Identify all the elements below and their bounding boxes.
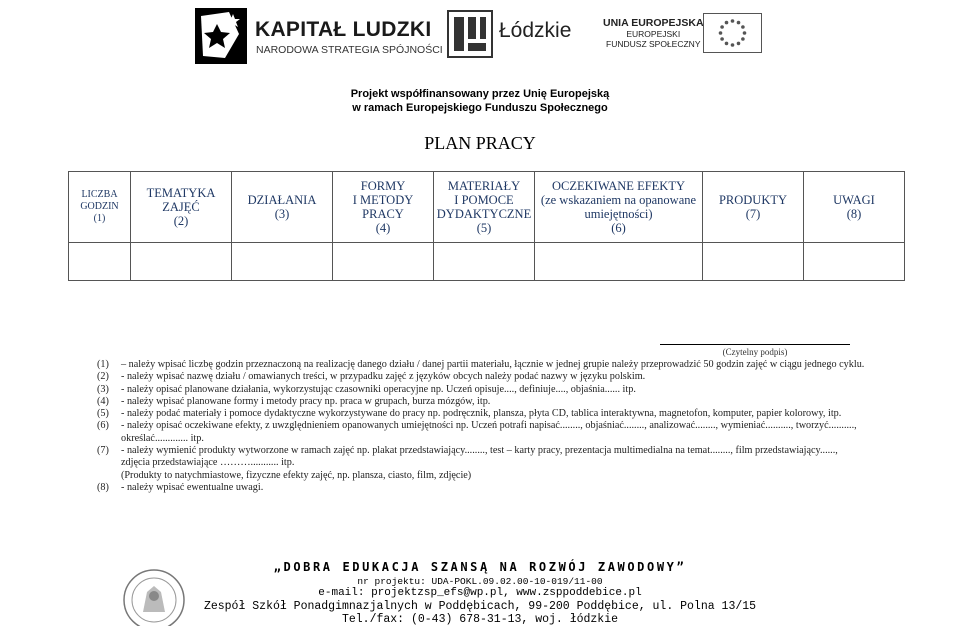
page-title: PLAN PRACY	[424, 133, 536, 153]
note-number	[97, 470, 121, 482]
list-item	[97, 359, 867, 371]
header-line: DYDAKTYCZNE	[436, 207, 532, 221]
footer-project-number: nr projektu: UDA-POKL.09.02.00-10-019/11-00	[357, 576, 603, 587]
eu-flag-icon	[703, 13, 762, 53]
header-line: DZIAŁANIA	[247, 193, 317, 207]
note-text: - należy wymienić produkty wytworzone w ramach zajęć np. plakat przedstawiający........, test – karty pracy, prezentacja multimedialna na temat........, film przedstawiający......, zdjęcia przedstawiające ………........... itp.	[121, 445, 838, 469]
note-number: (7)	[97, 445, 109, 457]
header-line: PRODUKTY	[718, 193, 788, 207]
table-cell[interactable]	[333, 243, 434, 281]
footnotes	[97, 359, 867, 494]
note-text: – należy wpisać liczbę godzin przeznaczoną na realizację danego działu / danej partii materiału, łącznie w jednej grupie należy przeprowadzić 50 godzin zajęć w ciągu jednego cyklu.	[121, 359, 865, 370]
header-line: FORMY	[360, 179, 406, 193]
table-row	[69, 243, 905, 281]
ue-line-2: EUROPEJSKI	[626, 29, 681, 39]
table-cell[interactable]	[434, 243, 535, 281]
note-text: - należy wpisać nazwę działu / omawianych treści, w przypadku zajęć z języków obcych należy podać nazwy w języku polskim.	[121, 371, 646, 383]
plan-table	[68, 171, 905, 281]
table-cell[interactable]	[69, 243, 131, 281]
header-line: TEMATYKA	[146, 186, 216, 200]
lodzkie-logo	[447, 10, 493, 58]
table-cell[interactable]	[232, 243, 333, 281]
note-text: - należy wpisać ewentualne uwagi.	[121, 481, 264, 493]
note-text: (Produkty to natychmiastowe, fizyczne efekty zajęć, np. plansza, ciasto, film, zdjęcie)	[121, 469, 472, 481]
ue-line-3: FUNDUSZ SPOŁECZNY	[606, 39, 701, 49]
col-dzialania	[232, 172, 333, 243]
header-line: ZAJĘĆ	[162, 200, 200, 214]
footer-phone: Tel./fax: (0-43) 678-31-13, woj. łódzkie	[341, 613, 619, 626]
header-line: (4)	[375, 221, 391, 235]
footer-school: Zespół Szkół Ponadgimnazjalnych w Poddębicach, 99-200 Poddębice, ul. Polna 13/15	[203, 600, 757, 613]
col-liczba-godzin	[69, 172, 131, 243]
header-line: umiejętności)	[584, 207, 653, 221]
header-line: I POMOCE	[454, 193, 514, 207]
col-uwagi	[804, 172, 905, 243]
list-item	[97, 396, 867, 408]
table-cell[interactable]	[804, 243, 905, 281]
col-tematyka-zajec	[131, 172, 232, 243]
table-cell[interactable]	[703, 243, 804, 281]
header-line: (3)	[274, 207, 290, 221]
note-number: (3)	[97, 383, 109, 395]
note-text: - należy opisać planowane działania, wykorzystując czasowniki operacyjne np. Uczeń opisuje...., definiuje...., objaśnia...... itp.	[121, 383, 636, 395]
project-line-2: w ramach Europejskiego Funduszu Społecznego	[352, 102, 608, 114]
col-produkty	[703, 172, 804, 243]
list-item	[97, 445, 867, 470]
col-formy-metody	[333, 172, 434, 243]
list-item	[97, 408, 867, 420]
note-text: - należy wpisać planowane formy i metody pracy np. praca w grupach, burza mózgów, itp.	[121, 395, 491, 407]
note-number: (4)	[97, 395, 109, 407]
note-number: (1)	[97, 359, 109, 370]
note-number: (8)	[97, 481, 109, 493]
ue-label	[603, 17, 704, 49]
table-cell[interactable]	[535, 243, 703, 281]
header-line: GODZIN	[80, 201, 119, 212]
header-line: (ze wskazaniem na opanowane	[540, 193, 697, 207]
footer-email: e-mail: projektzsp_efs@wp.pl, www.zsppoddebice.pl	[318, 587, 642, 599]
header-line: (7)	[745, 207, 761, 221]
header-line: LICZBA	[81, 189, 118, 200]
note-text: - należy podać materiały i pomoce dydaktyczne wykorzystywane do pracy np. podręcznik, plansza, płyta CD, tablica interaktywna, magnetofon, komputer, papier kolorowy, itp.	[121, 408, 842, 420]
header-line: (5)	[476, 221, 492, 235]
list-item	[97, 371, 867, 383]
footer-motto: „DOBRA EDUKACJA SZANSĄ NA ROZWÓJ ZAWODOWY”	[273, 560, 687, 574]
header-line: (8)	[846, 207, 862, 221]
table-cell[interactable]	[131, 243, 232, 281]
signature-label: (Czytelny podpis)	[722, 347, 788, 357]
col-oczekiwane-efekty	[535, 172, 703, 243]
table-header-row	[69, 172, 905, 243]
header-line: (2)	[173, 214, 189, 228]
kapital-ludzki-subtitle: NARODOWA STRATEGIA SPÓJNOŚCI	[256, 44, 443, 56]
header-line: (1)	[93, 213, 106, 224]
note-number: (2)	[97, 371, 109, 383]
list-item	[97, 470, 867, 482]
header-line: PRACY	[362, 207, 404, 221]
header-line: I METODY	[352, 193, 414, 207]
list-item	[97, 420, 867, 445]
ue-line-1: UNIA EUROPEJSKA	[603, 17, 704, 29]
header-line: MATERIAŁY	[447, 179, 521, 193]
lodzkie-title: Łódzkie	[499, 19, 572, 42]
header-line: UWAGI	[833, 193, 875, 207]
list-item	[97, 482, 867, 494]
header-line: OCZEKIWANE EFEKTY	[552, 179, 685, 193]
note-number: (6)	[97, 420, 109, 432]
list-item	[97, 384, 867, 396]
note-number: (5)	[97, 408, 109, 420]
project-line-1: Projekt współfinansowany przez Unię Europejską	[350, 88, 610, 100]
header-line: (6)	[611, 221, 626, 235]
kapital-ludzki-title: KAPITAŁ LUDZKI	[255, 18, 432, 41]
col-materialy-pomoce	[434, 172, 535, 243]
note-text: - należy opisać oczekiwane efekty, z uwzględnieniem opanowanych umiejętności np. Uczeń potrafi napisać........, objaśniać........, analizować........, wymieniać.........., tworzyć.........., określać............. itp.	[121, 420, 857, 444]
signature-line	[660, 344, 850, 345]
